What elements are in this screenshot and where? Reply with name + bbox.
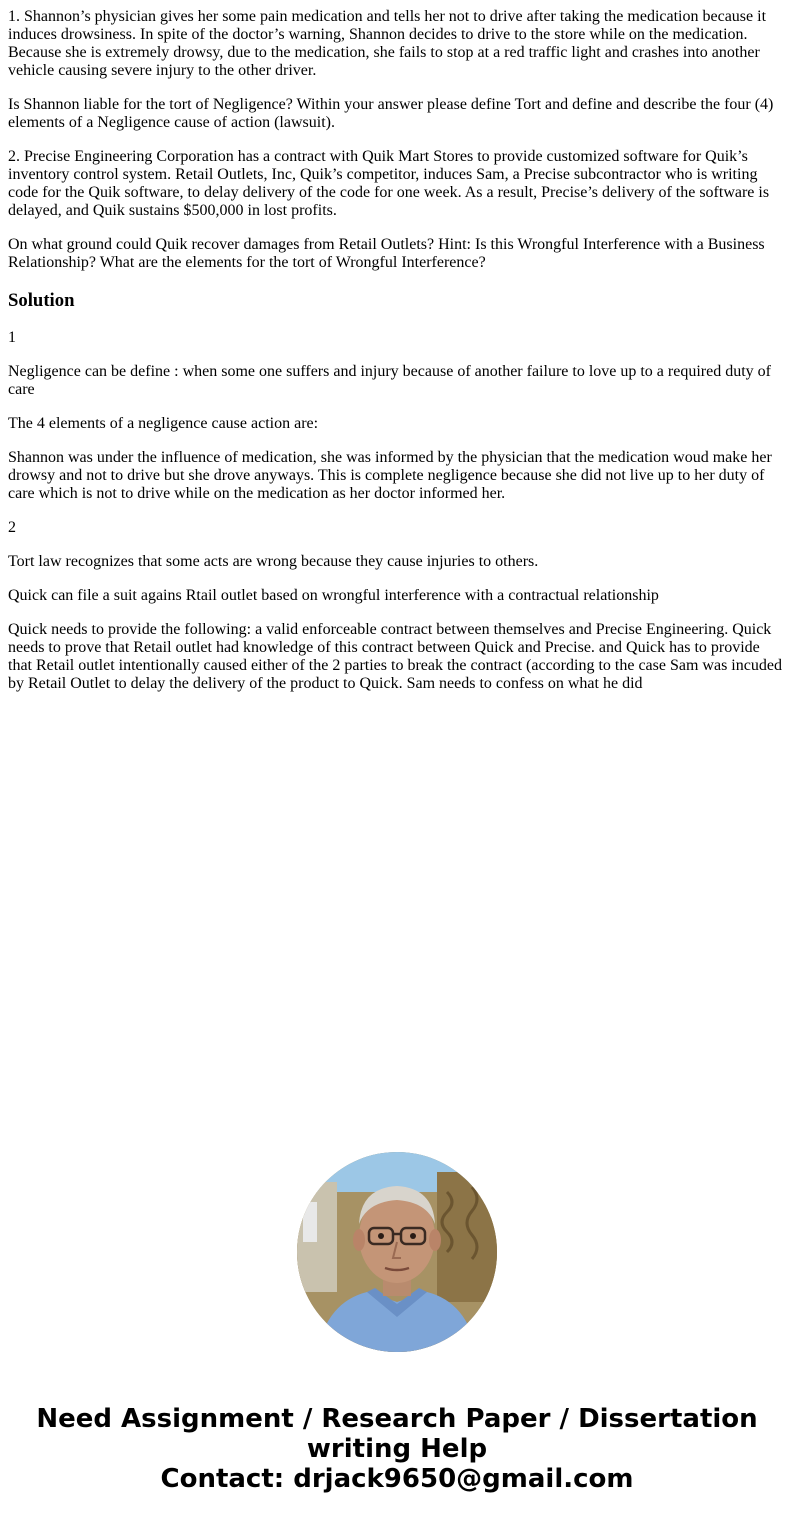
- solution-part-2-requirements: Quick needs to provide the following: a valid enforceable contract between themselves and Precise Engineering. Quick needs to prove that Retail outlet had knowledge of this contract between Quick and Precise. and Quick has to provide that Retail outlet intentionally caused either of the 2 parties to break the contract (according to the case Sam was incuded by Retail Outlet to delay the delivery of the product to Quick. Sam needs to confess on what he did: [8, 621, 782, 692]
- banner-line-2: writing Help: [306, 1434, 488, 1464]
- solution-part-1-analysis: Shannon was under the influence of medication, she was informed by the physician that the medication woud make her drowsy and not to drive but she drove anyways. This is complete negligence because she did not live up to her duty of care which is not to drive while on the medication as her doctor informed her.: [8, 449, 772, 502]
- question-1-prompt: Is Shannon liable for the tort of Negligence? Within your answer please define Tort and define and describe the four (4) elements of a Negligence cause of action (lawsuit).: [8, 96, 774, 131]
- banner-contact-email[interactable]: Contact: drjack9650@gmail.com: [160, 1464, 634, 1494]
- document-body: [8, 8, 786, 709]
- question-2-scenario: 2. Precise Engineering Corporation has a contract with Quik Mart Stores to provide customized software for Quik’s inventory control system. Retail Outlets, Inc, Quik’s competitor, induces Sam, a Precise subcontractor who is writing code for the Quik software, to delay delivery of the code for one week. As a result, Precise’s delivery of the software is delayed, and Quik sustains $500,000 in lost profits.: [8, 148, 770, 219]
- question-1-scenario: 1. Shannon’s physician gives her some pain medication and tells her not to drive after taking the medication because it induces drowsiness. In spite of the doctor’s warning, Shannon decides to drive to the store while on the medication. Because she is extremely drowsy, due to the medication, she fails to stop at a red traffic light and crashes into another vehicle causing severe injury to the other driver.: [8, 8, 767, 79]
- solution-part-2-number: 2: [8, 519, 16, 536]
- person-portrait-icon: [297, 1152, 497, 1352]
- contact-banner: [0, 1404, 794, 1494]
- solution-part-1-number: 1: [8, 329, 16, 346]
- avatar: [297, 1152, 497, 1352]
- solution-part-1-definition: Negligence can be define : when some one suffers and injury because of another failure to love up to a required duty of care: [8, 363, 771, 398]
- solution-part-2-suit: Quick can file a suit agains Rtail outlet based on wrongful interference with a contractual relationship: [8, 587, 659, 604]
- solution-part-2-tort-law: Tort law recognizes that some acts are wrong because they cause injuries to others.: [8, 553, 539, 570]
- banner-line-1: Need Assignment / Research Paper / Dissertation: [36, 1404, 758, 1434]
- question-2-prompt: On what ground could Quik recover damages from Retail Outlets? Hint: Is this Wrongful Interference with a Business Relationship? What are the elements for the tort of Wrongful Interference?: [8, 236, 765, 271]
- solution-part-1-elements-intro: The 4 elements of a negligence cause action are:: [8, 415, 319, 432]
- solution-heading: Solution: [8, 290, 75, 311]
- promo-avatar-block: [0, 1152, 794, 1357]
